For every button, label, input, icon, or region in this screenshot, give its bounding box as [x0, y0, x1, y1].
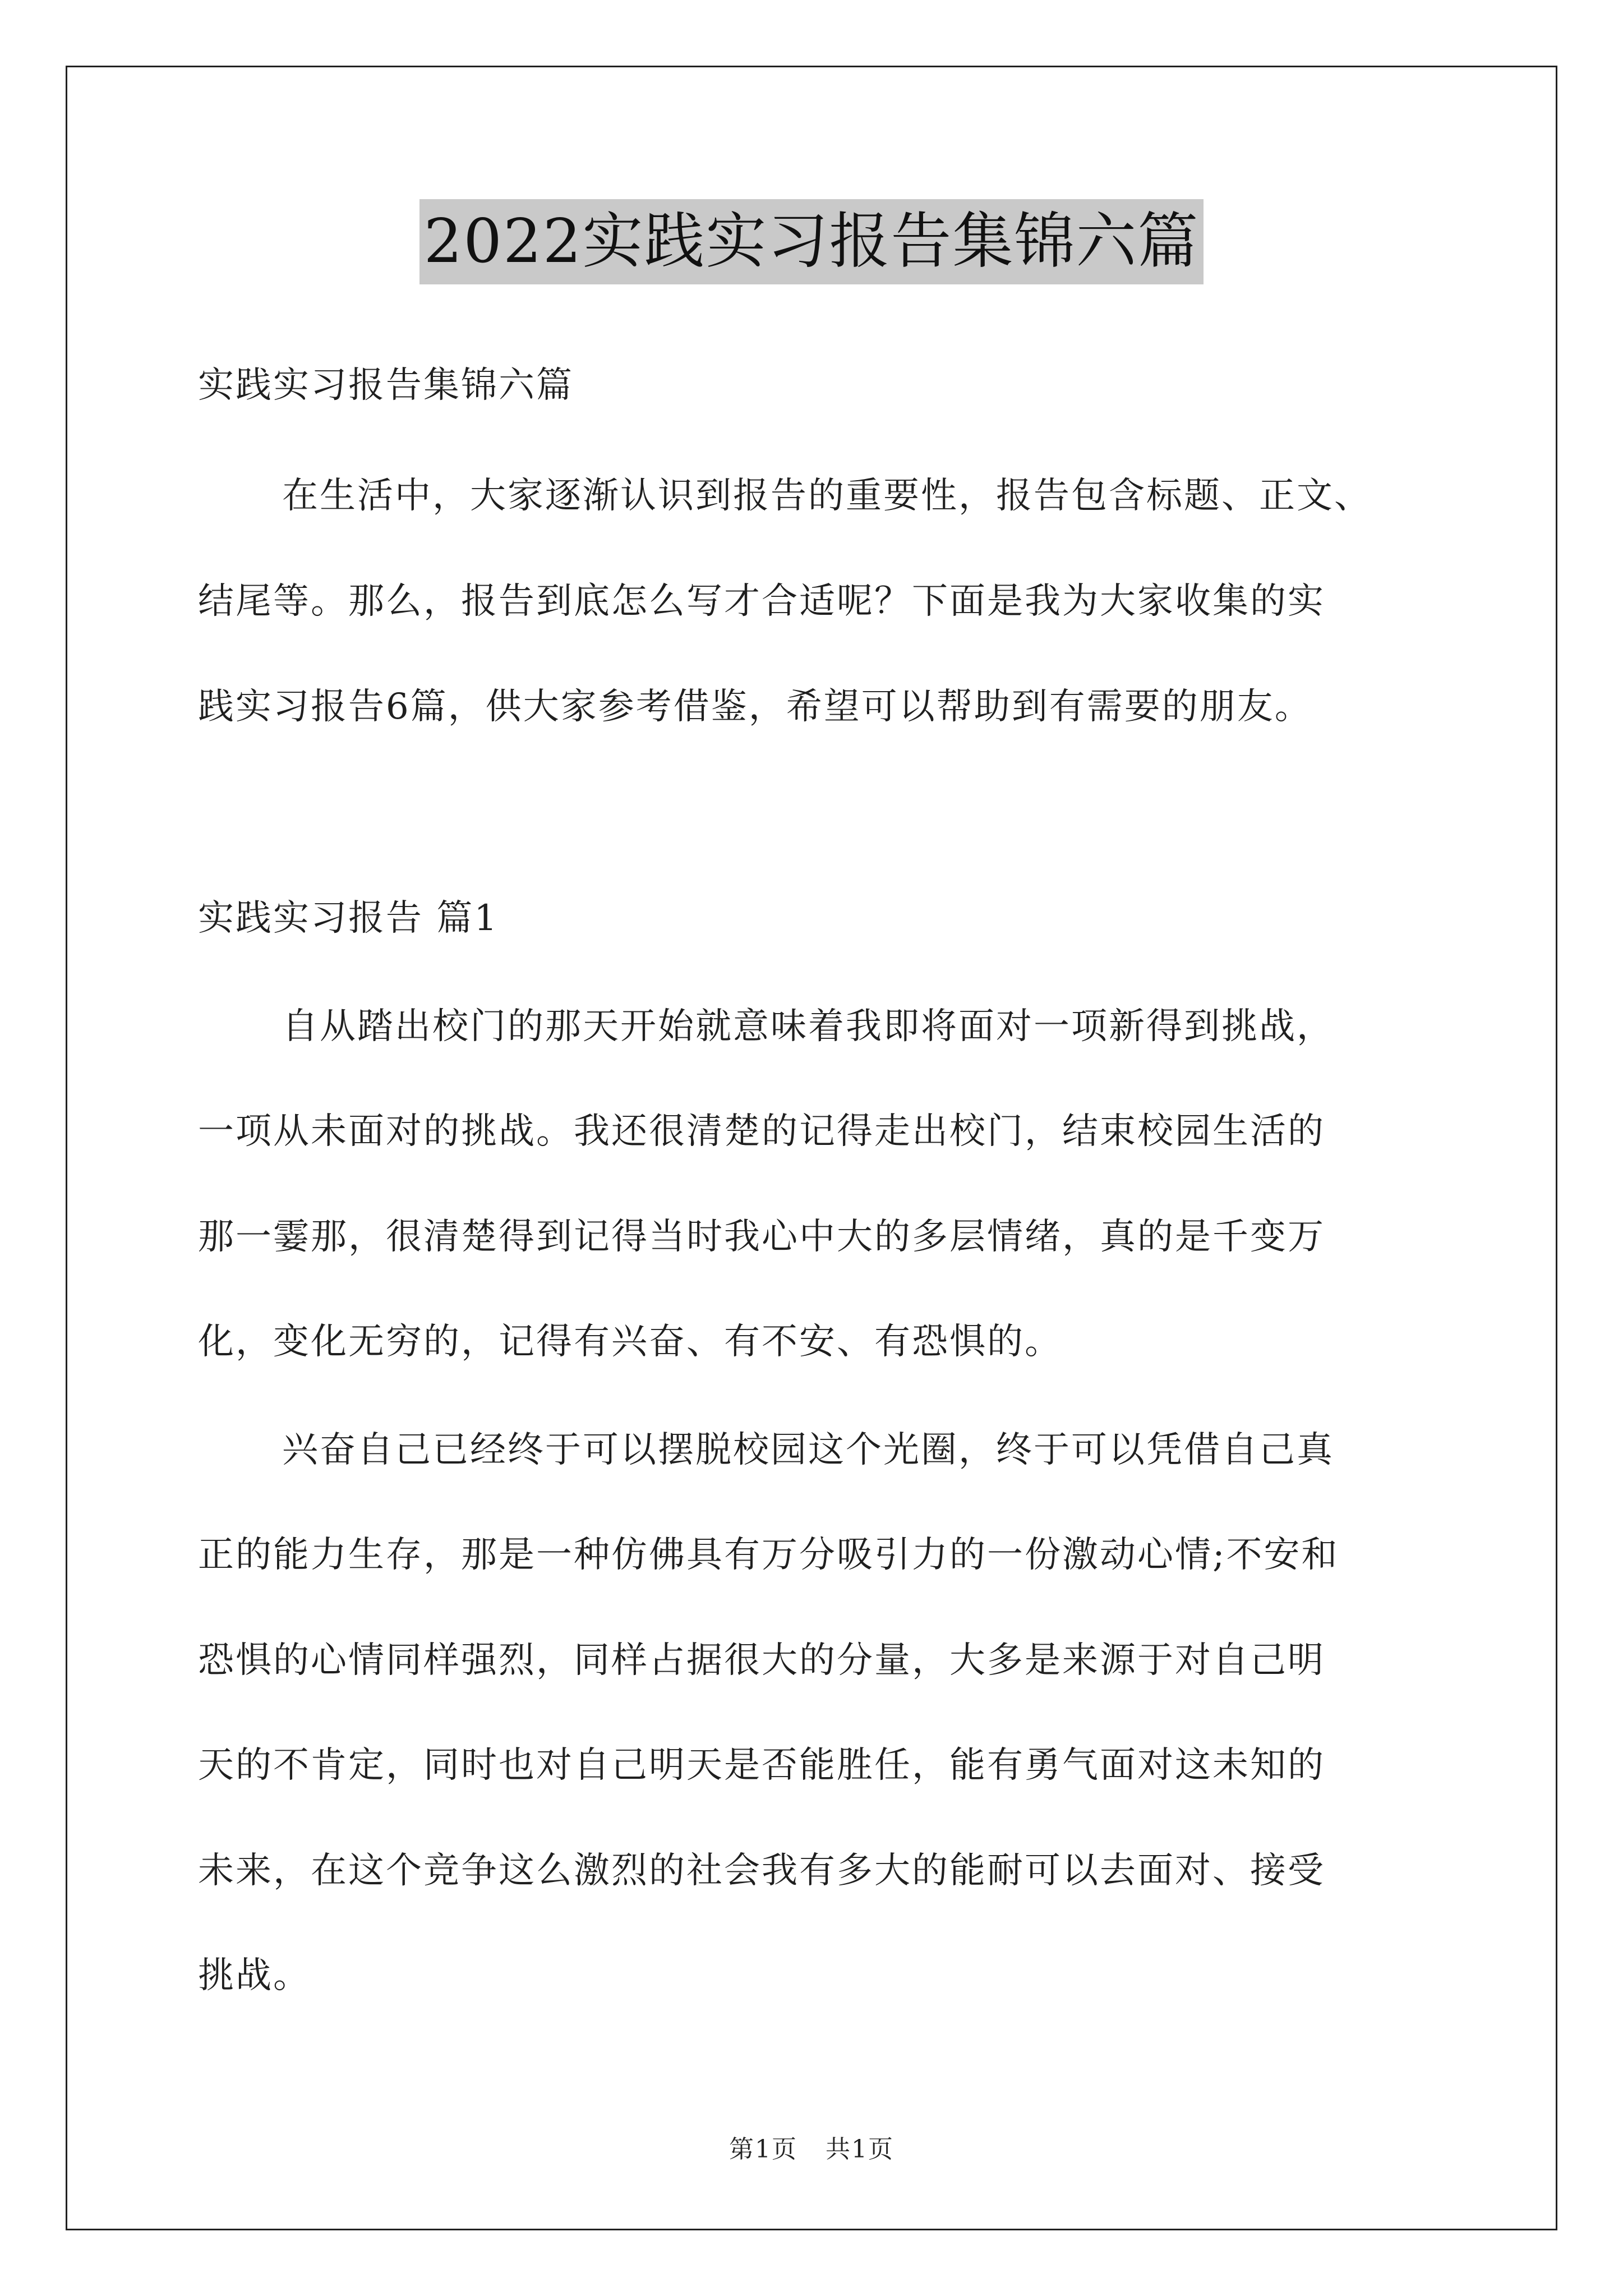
- paragraph-line: 恐惧的心情同样强烈，同样占据很大的分量，大多是来源于对自己明: [198, 1640, 1325, 1681]
- section-heading: 实践实习报告 篇1: [198, 898, 499, 939]
- paragraph-line: 在生活中，大家逐渐认识到报告的重要性，报告包含标题、正文、: [282, 475, 1372, 517]
- paragraph-line: 一项从未面对的挑战。我还很清楚的记得走出校门，结束校园生活的: [198, 1111, 1325, 1152]
- page-footer: [0, 2129, 1623, 2165]
- paragraph-line: 践实习报告6篇，供大家参考借鉴，希望可以帮助到有需要的朋友。: [198, 686, 1312, 728]
- paragraph-line: 未来，在这个竞争这么激烈的社会我有多大的能耐可以去面对、接受: [198, 1850, 1325, 1892]
- document-title: 2022实践实习报告集锦六篇: [419, 199, 1204, 284]
- subtitle-line: 实践实习报告集锦六篇: [198, 365, 574, 406]
- paragraph-line: 自从踏出校门的那天开始就意味着我即将面对一项新得到挑战，: [282, 1006, 1334, 1047]
- paragraph-line: 兴奋自己已经终于可以摆脱校园这个光圈，终于可以凭借自己真: [282, 1429, 1334, 1471]
- paragraph-line: 结尾等。那么，报告到底怎么写才合适呢？下面是我为大家收集的实: [198, 581, 1325, 622]
- paragraph-line: 挑战。: [198, 1955, 311, 1996]
- page-number: 第1页: [729, 2135, 797, 2164]
- paragraph-line: 化，变化无穷的，记得有兴奋、有不安、有恐惧的。: [198, 1321, 1062, 1363]
- page-total: 共1页: [826, 2135, 894, 2164]
- paragraph-line: 正的能力生存，那是一种仿佛具有万分吸引力的一份激动心情;不安和: [198, 1534, 1339, 1576]
- paragraph-line: 那一霎那，很清楚得到记得当时我心中大的多层情绪，真的是千变万: [198, 1216, 1325, 1258]
- paragraph-line: 天的不肯定，同时也对自己明天是否能胜任，能有勇气面对这未知的: [198, 1745, 1325, 1786]
- title-container: [0, 199, 1623, 284]
